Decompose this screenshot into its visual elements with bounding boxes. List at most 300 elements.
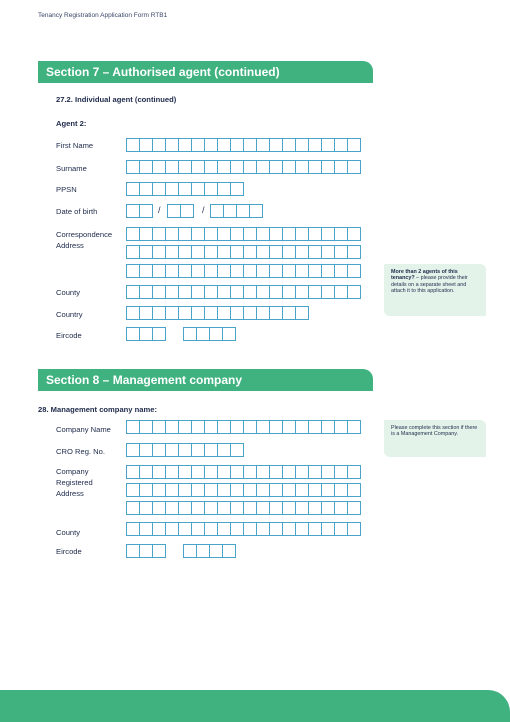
char-box[interactable] <box>347 420 361 434</box>
char-box[interactable] <box>282 420 296 434</box>
char-box[interactable] <box>178 138 192 152</box>
char-box[interactable] <box>204 465 218 479</box>
company-name-label: Company Name <box>56 425 111 434</box>
char-box[interactable] <box>347 160 361 174</box>
char-box[interactable] <box>139 245 153 259</box>
char-box[interactable] <box>321 420 335 434</box>
char-box[interactable] <box>347 227 361 241</box>
char-box[interactable] <box>204 285 218 299</box>
char-box[interactable] <box>321 522 335 536</box>
char-box[interactable] <box>191 245 205 259</box>
char-box[interactable] <box>282 465 296 479</box>
char-box[interactable] <box>230 465 244 479</box>
char-box[interactable] <box>230 420 244 434</box>
char-box[interactable] <box>308 522 322 536</box>
agent-eircode-unique-field[interactable] <box>183 327 235 341</box>
date-of-birth-label: Date of birth <box>56 207 98 216</box>
char-box[interactable] <box>282 522 296 536</box>
char-box[interactable] <box>321 227 335 241</box>
char-box[interactable] <box>256 138 270 152</box>
char-box[interactable] <box>191 306 205 320</box>
agent-address-line-2[interactable] <box>126 245 360 259</box>
char-box[interactable] <box>204 245 218 259</box>
char-box[interactable] <box>217 465 231 479</box>
extra-agents-note <box>384 264 486 316</box>
char-box[interactable] <box>126 544 140 558</box>
char-box[interactable] <box>256 264 270 278</box>
cro-reg-label: CRO Reg. No. <box>56 447 105 456</box>
char-box[interactable] <box>347 522 361 536</box>
extra-agents-note-heading: More than 2 agents of this tenancy? <box>391 269 458 282</box>
char-box[interactable] <box>165 264 179 278</box>
char-box[interactable] <box>243 483 257 497</box>
char-box[interactable] <box>236 204 250 218</box>
char-box[interactable] <box>178 306 192 320</box>
char-box[interactable] <box>204 522 218 536</box>
char-box[interactable] <box>191 522 205 536</box>
char-box[interactable] <box>308 285 322 299</box>
char-box[interactable] <box>230 285 244 299</box>
char-box[interactable] <box>152 483 166 497</box>
char-box[interactable] <box>243 420 257 434</box>
agent-2-label: Agent 2: <box>56 119 87 128</box>
char-box[interactable] <box>321 465 335 479</box>
char-box[interactable] <box>256 306 270 320</box>
char-box[interactable] <box>180 204 194 218</box>
char-box[interactable] <box>308 465 322 479</box>
char-box[interactable] <box>243 522 257 536</box>
char-box[interactable] <box>165 182 179 196</box>
footer-band <box>0 690 510 722</box>
char-box[interactable] <box>126 522 140 536</box>
char-box[interactable] <box>217 420 231 434</box>
char-box[interactable] <box>139 483 153 497</box>
char-box[interactable] <box>321 245 335 259</box>
char-box[interactable] <box>183 544 197 558</box>
char-box[interactable] <box>139 204 153 218</box>
char-box[interactable] <box>165 522 179 536</box>
char-box[interactable] <box>191 501 205 515</box>
char-box[interactable] <box>204 138 218 152</box>
char-box[interactable] <box>222 544 236 558</box>
char-box[interactable] <box>204 160 218 174</box>
char-box[interactable] <box>126 420 140 434</box>
char-box[interactable] <box>204 420 218 434</box>
char-box[interactable] <box>334 138 348 152</box>
char-box[interactable] <box>256 160 270 174</box>
section-7-banner <box>38 61 373 83</box>
char-box[interactable] <box>165 306 179 320</box>
char-box[interactable] <box>334 245 348 259</box>
char-box[interactable] <box>243 306 257 320</box>
char-box[interactable] <box>334 160 348 174</box>
char-box[interactable] <box>217 306 231 320</box>
char-box[interactable] <box>308 420 322 434</box>
char-box[interactable] <box>178 443 192 457</box>
char-box[interactable] <box>139 420 153 434</box>
char-box[interactable] <box>152 264 166 278</box>
char-box[interactable] <box>321 501 335 515</box>
char-box[interactable] <box>269 483 283 497</box>
char-box[interactable] <box>204 227 218 241</box>
char-box[interactable] <box>139 522 153 536</box>
company-address-line-3[interactable] <box>126 501 360 515</box>
char-box[interactable] <box>230 264 244 278</box>
char-box[interactable] <box>178 483 192 497</box>
char-box[interactable] <box>165 245 179 259</box>
char-box[interactable] <box>230 227 244 241</box>
char-box[interactable] <box>191 443 205 457</box>
char-box[interactable] <box>152 327 166 341</box>
char-box[interactable] <box>191 264 205 278</box>
char-box[interactable] <box>204 443 218 457</box>
char-box[interactable] <box>295 264 309 278</box>
char-box[interactable] <box>126 465 140 479</box>
section-8-title: Section 8 – Management company <box>46 373 243 387</box>
char-box[interactable] <box>217 182 231 196</box>
char-box[interactable] <box>139 443 153 457</box>
char-box[interactable] <box>126 285 140 299</box>
char-box[interactable] <box>243 138 257 152</box>
char-box[interactable] <box>269 245 283 259</box>
char-box[interactable] <box>295 522 309 536</box>
surname-label: Surname <box>56 164 87 173</box>
dob-separator-2: / <box>202 205 205 215</box>
char-box[interactable] <box>334 264 348 278</box>
management-company-question: 28. Management company name: <box>38 405 158 414</box>
char-box[interactable] <box>347 465 361 479</box>
char-box[interactable] <box>191 160 205 174</box>
country-label: Country <box>56 310 83 319</box>
char-box[interactable] <box>230 522 244 536</box>
agent-address-line-1[interactable] <box>126 227 360 241</box>
char-box[interactable] <box>282 306 296 320</box>
char-box[interactable] <box>269 138 283 152</box>
agent-county-field[interactable] <box>126 285 360 299</box>
char-box[interactable] <box>165 138 179 152</box>
char-box[interactable] <box>295 160 309 174</box>
char-box[interactable] <box>321 285 335 299</box>
char-box[interactable] <box>152 306 166 320</box>
char-box[interactable] <box>249 204 263 218</box>
char-box[interactable] <box>243 285 257 299</box>
char-box[interactable] <box>243 501 257 515</box>
char-box[interactable] <box>165 285 179 299</box>
char-box[interactable] <box>282 483 296 497</box>
char-box[interactable] <box>139 501 153 515</box>
char-box[interactable] <box>223 204 237 218</box>
dob-month-field[interactable] <box>167 204 193 218</box>
char-box[interactable] <box>243 160 257 174</box>
char-box[interactable] <box>139 182 153 196</box>
char-box[interactable] <box>217 285 231 299</box>
char-box[interactable] <box>282 227 296 241</box>
char-box[interactable] <box>139 306 153 320</box>
char-box[interactable] <box>256 465 270 479</box>
section-7-title: Section 7 – Authorised agent (continued) <box>46 65 280 79</box>
char-box[interactable] <box>196 327 210 341</box>
agent-country-field[interactable] <box>126 306 308 320</box>
char-box[interactable] <box>295 420 309 434</box>
char-box[interactable] <box>178 285 192 299</box>
char-box[interactable] <box>165 227 179 241</box>
char-box[interactable] <box>191 182 205 196</box>
char-box[interactable] <box>178 522 192 536</box>
char-box[interactable] <box>282 501 296 515</box>
char-box[interactable] <box>308 264 322 278</box>
char-box[interactable] <box>308 227 322 241</box>
char-box[interactable] <box>230 245 244 259</box>
char-box[interactable] <box>191 285 205 299</box>
char-box[interactable] <box>282 264 296 278</box>
first-name-label: First Name <box>56 141 94 150</box>
char-box[interactable] <box>217 227 231 241</box>
char-box[interactable] <box>165 160 179 174</box>
char-box[interactable] <box>152 160 166 174</box>
char-box[interactable] <box>334 501 348 515</box>
char-box[interactable] <box>334 522 348 536</box>
char-box[interactable] <box>282 285 296 299</box>
char-box[interactable] <box>139 285 153 299</box>
char-box[interactable] <box>139 327 153 341</box>
char-box[interactable] <box>178 160 192 174</box>
char-box[interactable] <box>256 483 270 497</box>
char-box[interactable] <box>256 245 270 259</box>
char-box[interactable] <box>191 420 205 434</box>
char-box[interactable] <box>126 443 140 457</box>
char-box[interactable] <box>334 285 348 299</box>
individual-agent-subheading: 27.2. Individual agent (continued) <box>56 95 177 104</box>
char-box[interactable] <box>269 227 283 241</box>
char-box[interactable] <box>126 264 140 278</box>
char-box[interactable] <box>139 160 153 174</box>
char-box[interactable] <box>321 138 335 152</box>
char-box[interactable] <box>230 138 244 152</box>
char-box[interactable] <box>196 544 210 558</box>
char-box[interactable] <box>321 483 335 497</box>
char-box[interactable] <box>217 443 231 457</box>
company-eircode-routing-field[interactable] <box>126 544 165 558</box>
char-box[interactable] <box>230 483 244 497</box>
char-box[interactable] <box>222 327 236 341</box>
char-box[interactable] <box>256 285 270 299</box>
extra-agents-note-text: – please provide their details on a separate sheet and attach it to this application. <box>391 275 468 295</box>
dob-separator-1: / <box>158 205 161 215</box>
char-box[interactable] <box>217 264 231 278</box>
company-address-line-1[interactable] <box>126 465 360 479</box>
char-box[interactable] <box>183 327 197 341</box>
char-box[interactable] <box>204 306 218 320</box>
char-box[interactable] <box>256 420 270 434</box>
char-box[interactable] <box>347 245 361 259</box>
char-box[interactable] <box>230 443 244 457</box>
char-box[interactable] <box>230 182 244 196</box>
cro-reg-field[interactable] <box>126 443 243 457</box>
char-box[interactable] <box>178 182 192 196</box>
char-box[interactable] <box>165 420 179 434</box>
char-box[interactable] <box>210 204 224 218</box>
char-box[interactable] <box>139 227 153 241</box>
char-box[interactable] <box>126 138 140 152</box>
char-box[interactable] <box>334 420 348 434</box>
char-box[interactable] <box>308 483 322 497</box>
company-county-label: County <box>56 528 81 537</box>
char-box[interactable] <box>256 501 270 515</box>
char-box[interactable] <box>347 483 361 497</box>
char-box[interactable] <box>204 182 218 196</box>
char-box[interactable] <box>209 544 223 558</box>
char-box[interactable] <box>204 501 218 515</box>
char-box[interactable] <box>204 483 218 497</box>
char-box[interactable] <box>165 501 179 515</box>
char-box[interactable] <box>191 138 205 152</box>
char-box[interactable] <box>334 465 348 479</box>
char-box[interactable] <box>139 544 153 558</box>
char-box[interactable] <box>152 465 166 479</box>
char-box[interactable] <box>126 227 140 241</box>
char-box[interactable] <box>165 465 179 479</box>
char-box[interactable] <box>152 138 166 152</box>
char-box[interactable] <box>282 160 296 174</box>
char-box[interactable] <box>282 245 296 259</box>
char-box[interactable] <box>191 227 205 241</box>
agent-address-line-3[interactable] <box>126 264 360 278</box>
char-box[interactable] <box>152 227 166 241</box>
char-box[interactable] <box>269 522 283 536</box>
dob-day-field[interactable] <box>126 204 152 218</box>
char-box[interactable] <box>295 501 309 515</box>
char-box[interactable] <box>165 443 179 457</box>
char-box[interactable] <box>269 465 283 479</box>
char-box[interactable] <box>269 306 283 320</box>
char-box[interactable] <box>217 522 231 536</box>
char-box[interactable] <box>295 245 309 259</box>
char-box[interactable] <box>269 160 283 174</box>
char-box[interactable] <box>269 285 283 299</box>
char-box[interactable] <box>152 443 166 457</box>
agent-surname-field[interactable] <box>126 160 360 174</box>
management-company-note <box>384 420 486 457</box>
agent-eircode-routing-field[interactable] <box>126 327 165 341</box>
char-box[interactable] <box>126 245 140 259</box>
char-box[interactable] <box>230 160 244 174</box>
company-county-field[interactable] <box>126 522 360 536</box>
char-box[interactable] <box>152 420 166 434</box>
char-box[interactable] <box>178 245 192 259</box>
agent-first-name-field[interactable] <box>126 138 360 152</box>
char-box[interactable] <box>269 264 283 278</box>
char-box[interactable] <box>152 285 166 299</box>
char-box[interactable] <box>126 160 140 174</box>
char-box[interactable] <box>295 285 309 299</box>
char-box[interactable] <box>165 483 179 497</box>
company-address-line-2[interactable] <box>126 483 360 497</box>
company-name-field[interactable] <box>126 420 360 434</box>
char-box[interactable] <box>152 544 166 558</box>
section-8-banner <box>38 369 373 391</box>
char-box[interactable] <box>256 522 270 536</box>
char-box[interactable] <box>139 264 153 278</box>
char-box[interactable] <box>126 306 140 320</box>
char-box[interactable] <box>243 264 257 278</box>
char-box[interactable] <box>321 264 335 278</box>
char-box[interactable] <box>209 327 223 341</box>
char-box[interactable] <box>191 483 205 497</box>
char-box[interactable] <box>308 160 322 174</box>
company-eircode-unique-field[interactable] <box>183 544 235 558</box>
char-box[interactable] <box>334 483 348 497</box>
char-box[interactable] <box>347 138 361 152</box>
char-box[interactable] <box>178 465 192 479</box>
company-eircode-label: Eircode <box>56 547 82 556</box>
char-box[interactable] <box>347 285 361 299</box>
char-box[interactable] <box>217 483 231 497</box>
char-box[interactable] <box>152 522 166 536</box>
char-box[interactable] <box>321 160 335 174</box>
company-address-label: Company Registered Address <box>56 467 93 498</box>
char-box[interactable] <box>295 227 309 241</box>
char-box[interactable] <box>230 501 244 515</box>
char-box[interactable] <box>178 501 192 515</box>
char-box[interactable] <box>334 227 348 241</box>
char-box[interactable] <box>269 501 283 515</box>
char-box[interactable] <box>217 138 231 152</box>
char-box[interactable] <box>178 227 192 241</box>
char-box[interactable] <box>295 465 309 479</box>
char-box[interactable] <box>126 182 140 196</box>
dob-year-field[interactable] <box>210 204 262 218</box>
char-box[interactable] <box>230 306 244 320</box>
char-box[interactable] <box>243 245 257 259</box>
management-company-note-text: Please complete this section if there is a Management Company. <box>391 425 478 438</box>
char-box[interactable] <box>256 227 270 241</box>
char-box[interactable] <box>204 264 218 278</box>
char-box[interactable] <box>269 420 283 434</box>
char-box[interactable] <box>126 327 140 341</box>
char-box[interactable] <box>295 138 309 152</box>
char-box[interactable] <box>139 465 153 479</box>
char-box[interactable] <box>243 465 257 479</box>
char-box[interactable] <box>243 227 257 241</box>
char-box[interactable] <box>139 138 153 152</box>
char-box[interactable] <box>295 483 309 497</box>
char-box[interactable] <box>308 138 322 152</box>
char-box[interactable] <box>167 204 181 218</box>
char-box[interactable] <box>347 264 361 278</box>
eircode-label: Eircode <box>56 331 82 340</box>
char-box[interactable] <box>217 160 231 174</box>
char-box[interactable] <box>178 264 192 278</box>
char-box[interactable] <box>295 306 309 320</box>
char-box[interactable] <box>191 465 205 479</box>
char-box[interactable] <box>126 204 140 218</box>
char-box[interactable] <box>126 501 140 515</box>
char-box[interactable] <box>152 245 166 259</box>
char-box[interactable] <box>152 182 166 196</box>
char-box[interactable] <box>152 501 166 515</box>
char-box[interactable] <box>347 501 361 515</box>
char-box[interactable] <box>282 138 296 152</box>
char-box[interactable] <box>308 501 322 515</box>
document-header: Tenancy Registration Application Form RTB1 <box>38 12 168 19</box>
ppsn-label: PPSN <box>56 185 77 194</box>
agent-ppsn-field[interactable] <box>126 182 243 196</box>
char-box[interactable] <box>217 245 231 259</box>
char-box[interactable] <box>308 245 322 259</box>
char-box[interactable] <box>126 483 140 497</box>
char-box[interactable] <box>217 501 231 515</box>
char-box[interactable] <box>178 420 192 434</box>
